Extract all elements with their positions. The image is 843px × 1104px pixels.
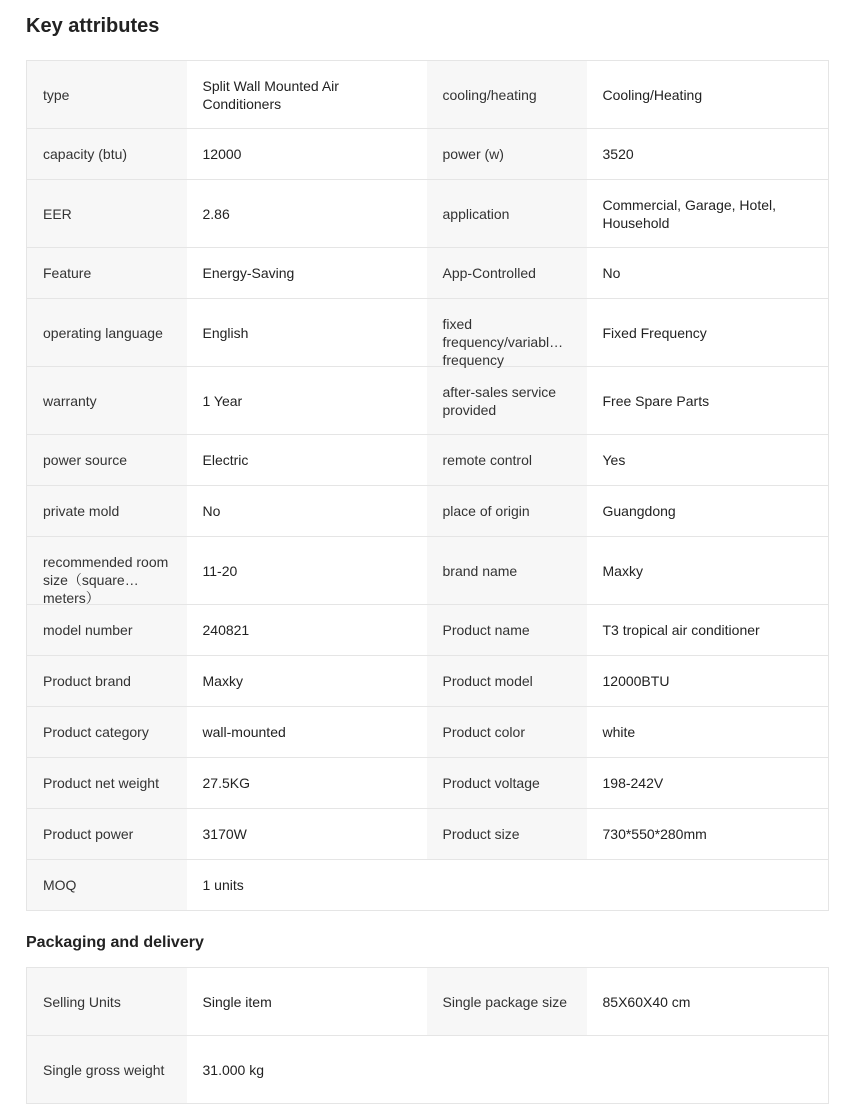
attribute-value: 198-242V <box>587 758 829 809</box>
attribute-key: operating language <box>27 299 187 367</box>
table-row <box>27 1036 829 1104</box>
empty-cell <box>427 860 829 911</box>
attribute-value: Fixed Frequency <box>587 299 829 367</box>
attribute-key: Product brand <box>27 656 187 707</box>
attribute-key: type <box>27 61 187 129</box>
attribute-value: Guangdong <box>587 486 829 537</box>
table-row <box>27 61 829 129</box>
attribute-key: Selling Units <box>27 968 187 1036</box>
attribute-value: Energy-Saving <box>187 248 427 299</box>
attribute-key: warranty <box>27 367 187 435</box>
attribute-value: Electric <box>187 435 427 486</box>
attribute-value: 3520 <box>587 129 829 180</box>
attribute-value: Commercial, Garage, Hotel, Household <box>587 180 829 248</box>
attribute-value: 1 units <box>187 860 427 911</box>
table-row <box>27 707 829 758</box>
attribute-key: place of origin <box>427 486 587 537</box>
attribute-key: Feature <box>27 248 187 299</box>
attribute-key: Product power <box>27 809 187 860</box>
packaging-table <box>26 967 829 1104</box>
attribute-key: power (w) <box>427 129 587 180</box>
attribute-value: English <box>187 299 427 367</box>
key-attributes-table <box>26 60 829 911</box>
table-row <box>27 248 829 299</box>
attribute-value: Maxky <box>187 656 427 707</box>
attribute-key: Product net weight <box>27 758 187 809</box>
attribute-value: Maxky <box>587 537 829 605</box>
key-attributes-title: Key attributes <box>26 15 160 37</box>
attribute-value: 11-20 <box>187 537 427 605</box>
empty-cell <box>427 1036 829 1104</box>
table-row <box>27 758 829 809</box>
attribute-key: App-Controlled <box>427 248 587 299</box>
attribute-key: Product category <box>27 707 187 758</box>
attribute-value: 12000 <box>187 129 427 180</box>
attribute-key: Product voltage <box>427 758 587 809</box>
attribute-value: No <box>187 486 427 537</box>
table-row <box>27 435 829 486</box>
attribute-key: Product size <box>427 809 587 860</box>
attribute-key: Product model <box>427 656 587 707</box>
attribute-key: fixed frequency/variable frequency <box>427 299 587 367</box>
attribute-key: cooling/heating <box>427 61 587 129</box>
attribute-value: 730*550*280mm <box>587 809 829 860</box>
table-row <box>27 129 829 180</box>
table-row <box>27 860 829 911</box>
attribute-key: after-sales service provided <box>427 367 587 435</box>
attribute-value: Cooling/Heating <box>587 61 829 129</box>
attribute-key: EER <box>27 180 187 248</box>
attribute-key: application <box>427 180 587 248</box>
table-row <box>27 656 829 707</box>
attribute-value: wall-mounted <box>187 707 427 758</box>
attribute-value: 1 Year <box>187 367 427 435</box>
attribute-key: MOQ <box>27 860 187 911</box>
attribute-key: Single package size <box>427 968 587 1036</box>
table-row <box>27 968 829 1036</box>
table-row <box>27 809 829 860</box>
attribute-value: Free Spare Parts <box>587 367 829 435</box>
attribute-key: Product name <box>427 605 587 656</box>
table-row <box>27 537 829 605</box>
table-row <box>27 180 829 248</box>
attribute-key: Single gross weight <box>27 1036 187 1104</box>
attribute-value: 31.000 kg <box>187 1036 427 1104</box>
table-row <box>27 486 829 537</box>
attribute-key: brand name <box>427 537 587 605</box>
attribute-value: 240821 <box>187 605 427 656</box>
attribute-value: Split Wall Mounted Air Conditioners <box>187 61 427 129</box>
attribute-value: 3170W <box>187 809 427 860</box>
attribute-key: private mold <box>27 486 187 537</box>
packaging-title: Packaging and delivery <box>26 934 204 951</box>
attribute-value: Yes <box>587 435 829 486</box>
attribute-key: model number <box>27 605 187 656</box>
attribute-key: capacity (btu) <box>27 129 187 180</box>
attribute-value: 2.86 <box>187 180 427 248</box>
attribute-value: 27.5KG <box>187 758 427 809</box>
attribute-value: 85X60X40 cm <box>587 968 829 1036</box>
table-row <box>27 367 829 435</box>
table-row <box>27 605 829 656</box>
attribute-key: Product color <box>427 707 587 758</box>
attribute-key: power source <box>27 435 187 486</box>
attribute-key: remote control <box>427 435 587 486</box>
attribute-value: Single item <box>187 968 427 1036</box>
attribute-value: T3 tropical air conditioner <box>587 605 829 656</box>
table-row <box>27 299 829 367</box>
attribute-value: No <box>587 248 829 299</box>
attribute-value: 12000BTU <box>587 656 829 707</box>
attribute-key: recommended room size（square meters） <box>27 537 187 605</box>
attribute-value: white <box>587 707 829 758</box>
